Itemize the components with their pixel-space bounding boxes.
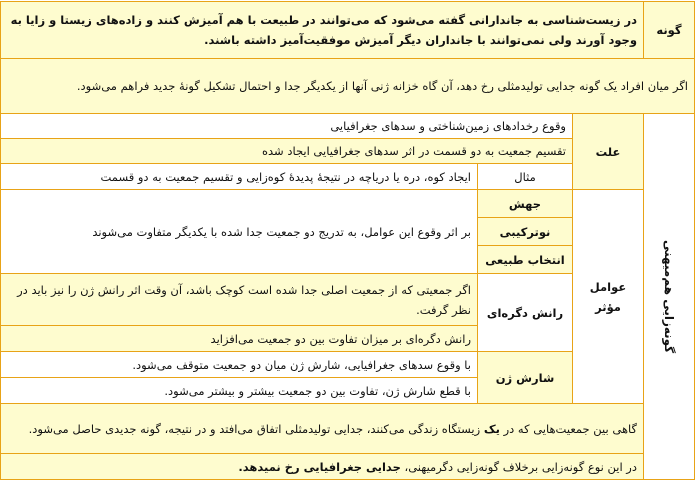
conclusion-after: زیستگاه زندگی می‌کنند، جدایی تولیدمثلی اتفاق می‌افتد و در نتیجه، گونه جدیدی حاصل می‌شود. <box>28 421 484 436</box>
drift-text-2: رانش دگره‌ای بر میزان تفاوت بین دو جمعیت می‌افزاید <box>1 326 478 352</box>
definition-term: گونه <box>644 2 695 59</box>
factor-group1-text: بر اثر وقوع این عوامل، به تدریج دو جمعیت جدا شده با یکدیگر متفاوت می‌شوند <box>1 190 478 274</box>
final-note-before: در این نوع گونه‌زایی برخلاف گونه‌زایی دگرمیهنی، <box>400 459 637 474</box>
speciation-summary-sheet <box>1 1 695 502</box>
final-note-bold: جدایی جغرافیایی رخ نمیدهد. <box>238 459 401 474</box>
summary-table <box>0 1 695 480</box>
flow-label: شارش ژن <box>478 352 573 404</box>
cause-label: علت <box>573 114 644 190</box>
conclusion-bold: یک <box>483 421 500 436</box>
flow-text-2: با قطع شارش ژن، تفاوت بین دو جمعیت بیشتر و بیشتر می‌شود. <box>1 378 478 404</box>
cause-row-1 <box>1 114 695 139</box>
flow-text-1: با وقوع سدهای جغرافیایی، شارش ژن میان دو جمعیت متوقف می‌شود. <box>1 352 478 378</box>
intro-text: اگر میان افراد یک گونه جدایی تولیدمثلی رخ دهد، آن گاه خزانه ژنی آنها از یکدیگر جدا و احتمال تشکیل گونهٔ جدید فراهم می‌شود. <box>1 59 695 114</box>
drift-text-1: اگر جمعیتی که از جمعیت اصلی جدا شده است کوچک باشد، آن وقت اثر رانش ژن را نیز باید در نظر گرفت. <box>1 274 478 326</box>
definition-row <box>1 2 695 59</box>
example-label: مثال <box>478 164 573 190</box>
factors-label-line2: مؤثر <box>595 299 621 314</box>
final-note <box>1 454 644 480</box>
conclusion-row <box>1 404 695 454</box>
intro-row <box>1 59 695 114</box>
conclusion-before: گاهی بین جمعیت‌هایی که در <box>499 421 637 436</box>
conclusion-text <box>1 404 644 454</box>
factors-label-line1: عوامل <box>589 279 627 294</box>
drift-label: رانش دگره‌ای <box>478 274 573 352</box>
definition-text: در زیست‌شناسی به جاندارانی گفته می‌شود که می‌توانند در طبیعت با هم آمیزش کنند و زاده‌های زیستا و زایا به وجود آورند ولی نمی‌توانند با جانداران دیگر آمیزش موفقیت‌آمیز داشته باشند. <box>1 2 644 59</box>
factor-recombination: نوترکیبی <box>478 218 573 246</box>
cause-item-1: وقوع رخدادهای زمین‌شناختی و سدهای جغرافیایی <box>1 114 573 139</box>
example-text: ایجاد کوه، دره یا دریاچه در نتیجهٔ پدیدهٔ کوه‌زایی و تقسیم جمعیت به دو قسمت <box>1 164 478 190</box>
side-label-cell <box>644 114 695 480</box>
factor-mutation-row <box>1 190 695 218</box>
side-label: گونه‌زایی هم‌میهنی <box>662 239 676 354</box>
factors-label <box>573 190 644 404</box>
factor-selection: انتخاب طبیعی <box>478 246 573 274</box>
cause-item-2: تقسیم جمعیت به دو قسمت در اثر سدهای جغرافیایی ایجاد شده <box>1 139 573 164</box>
final-note-row <box>1 454 695 480</box>
factor-mutation: جهش <box>478 190 573 218</box>
